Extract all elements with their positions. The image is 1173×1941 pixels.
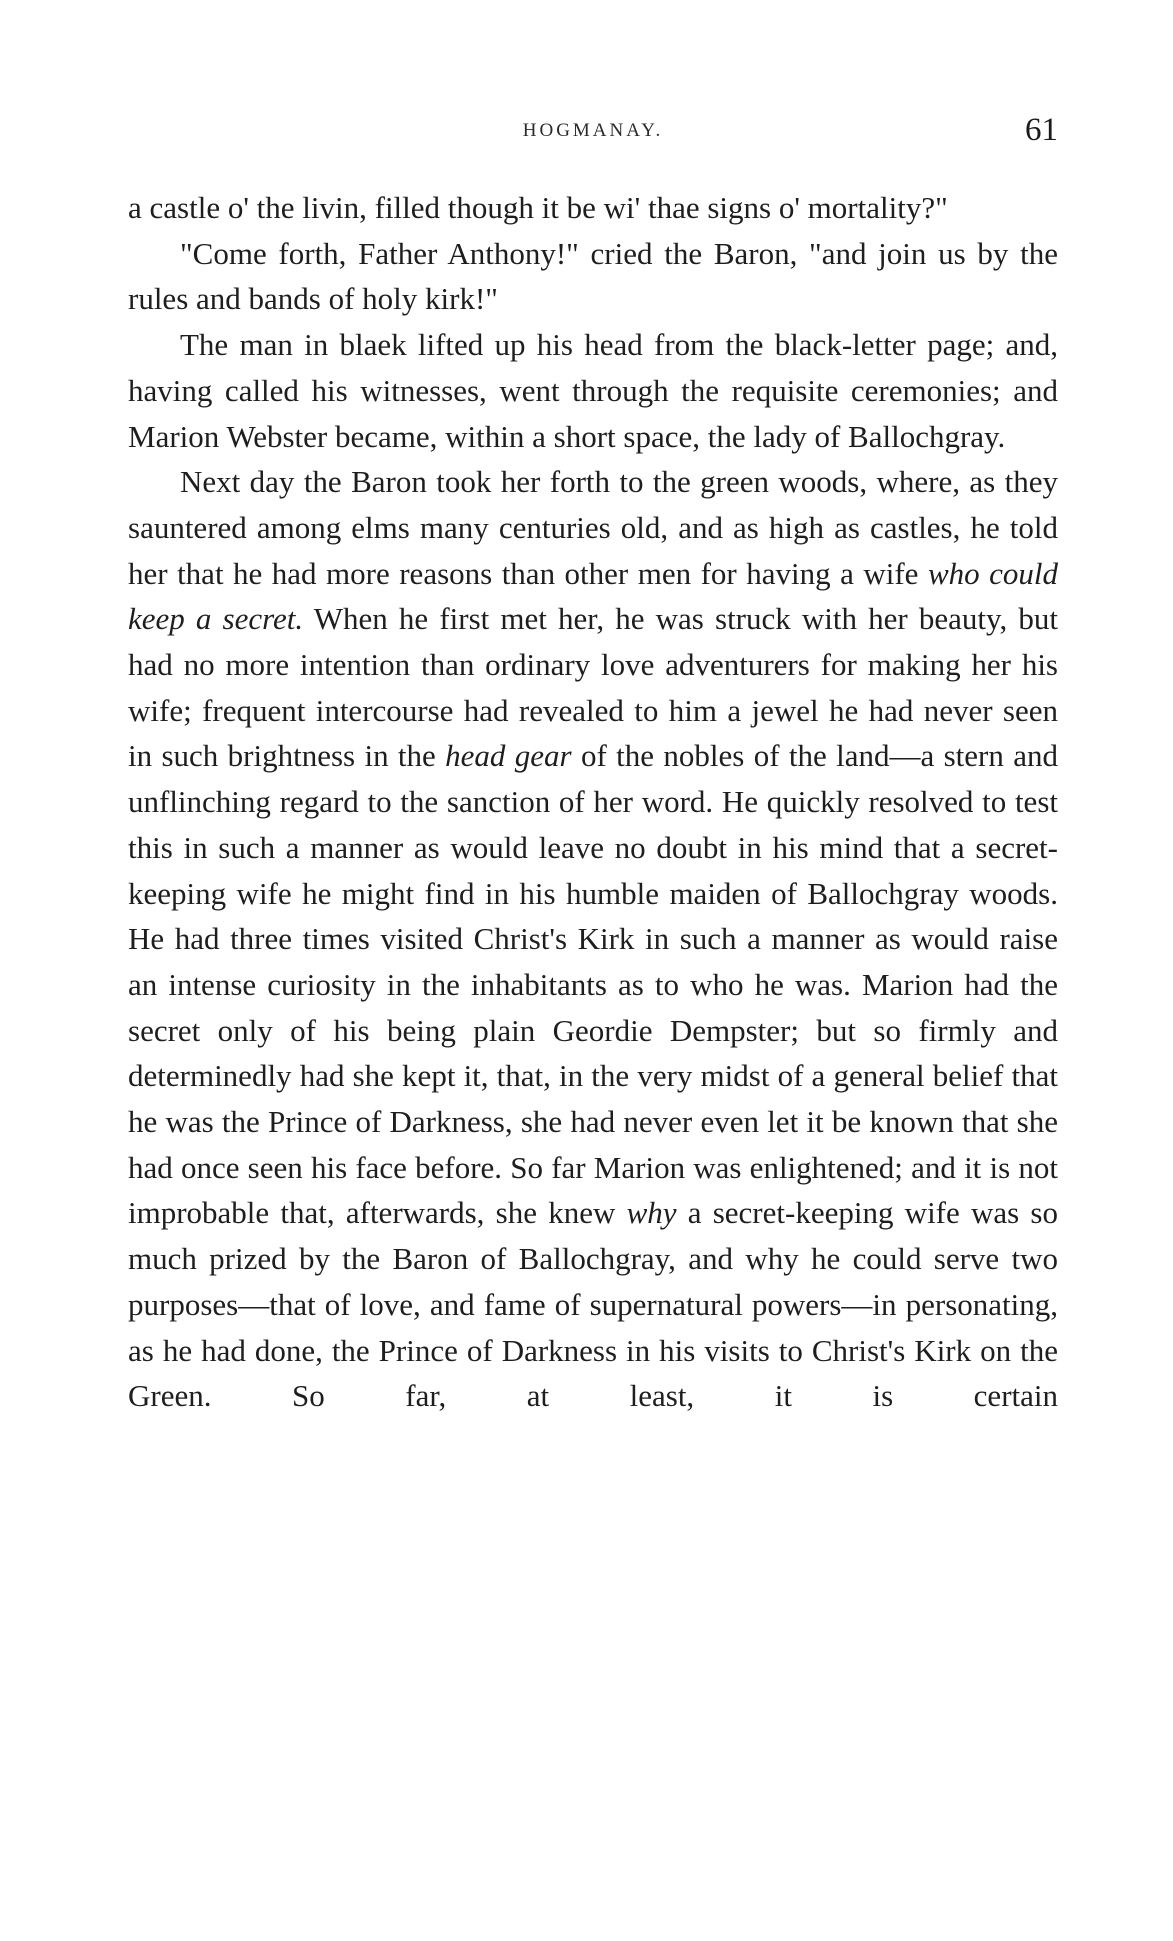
paragraph-1: a castle o' the livin, filled though it be wi' thae signs o' mortality?" (128, 190, 948, 225)
paragraph-4-text-3: of the nobles of the land—a stern and unflinching regard to the sanction of her word. He quickly resolved to test this in such a manner as would leave no doubt in his mind that a secret-keeping wife he might find in his humble maiden of Ballochgray woods. He had three times visited Christ's Kirk in such a manner as would raise an intense curiosity in the inhabitants as to who he was. Marion had the secret only of his being plain Geordie Dempster; but so firmly and determinedly had she kept it, that, in the very midst of a general belief that he was the Prince of Darkness, she had never even let it be known that she had once seen his face before. So far Marion was enlightened; and it is not improbable that, afterwards, she knew (128, 738, 1058, 1231)
paragraph-3: The man in blaek lifted up his head from the black-letter page; and, having called his witnesses, went through the requisite ceremonies; and Marion Webster became, within a short space, the lady of Ballochgray. (128, 327, 1058, 454)
italic-why: why (626, 1195, 677, 1231)
paragraph-4-text-4: a secret-keeping wife was so much prized by the Baron of Ballochgray, and why he could serve two purposes—that of love, and fame of supernatural powers—in personating, as he had done, the Prince of Darkness in his visits to Christ's Kirk on the Green. So far, at least, it is certain (128, 1195, 1058, 1414)
paragraph-4 (128, 459, 1058, 1419)
italic-who-could-keep-a-secret: who could keep a secret. (128, 555, 1058, 637)
running-title: HOGMANAY. (522, 120, 664, 141)
paragraph-2: "Come forth, Father Anthony!" cried the Baron, "and join us by the rules and bands of holy kirk!" (128, 235, 1058, 317)
italic-head-gear: head gear (445, 738, 572, 774)
paragraph-4-text-1: Next day the Baron took her forth to the green woods, where, as they sauntered among elms many centuries old, and as high as castles, he told her that he had more reasons than other men for having a wife (128, 464, 1058, 591)
paragraph-4-text-2: When he first met her, he was struck with her beauty, but had no more intention than ordinary love adventurers for making her his wife; frequent intercourse had revealed to him a jewel he had never seen in such brightness in the (128, 601, 1058, 774)
page-number: 61 (1025, 112, 1058, 148)
running-head (128, 112, 1058, 152)
body-text (128, 185, 1058, 1419)
